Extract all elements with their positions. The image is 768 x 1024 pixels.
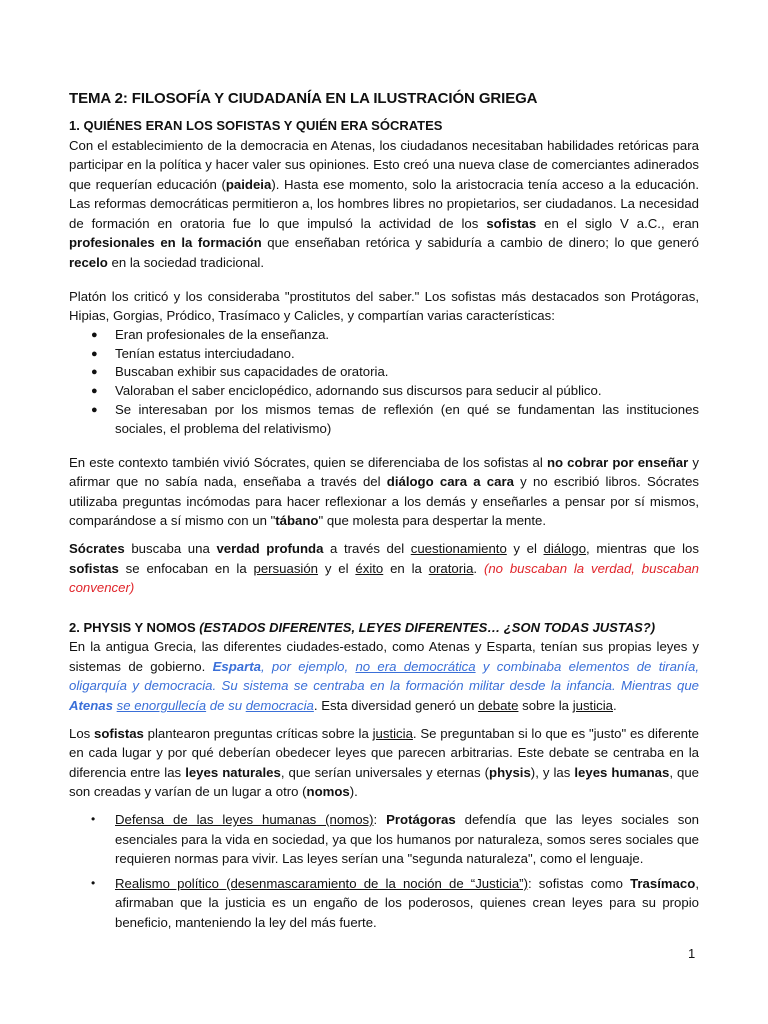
list-item: ● Buscaban exhibir sus capacidades de oratoria. <box>69 363 699 382</box>
section-1-paragraph-2: Platón los criticó y los consideraba "prostitutos del saber." Los sofistas más destacados son Protágoras, Hipias, Gorgias, Pródico, Trasímaco y Calicles, y compartían varias características: <box>69 288 699 324</box>
bullet-icon: ● <box>91 366 98 379</box>
list-item: • Realismo político (desenmascaramiento de la noción de “Justicia”): sofistas como Trasímaco, afirmaban que la justicia es un engaño de los poderosos, quienes crean leyes para su propio beneficio, manteniendo la ley del más fuerte. <box>91 875 699 930</box>
section-2-paragraph-1: En la antigua Grecia, las diferentes ciudades-estado, como Atenas y Esparta, tenían sus propias leyes y sistemas de gobierno. Esparta, por ejemplo, no era democrática y combinaba elementos de tiranía, oligarquía y democracia. Su sistema se centraba en la formación militar desde la infancia. Mientras que Atenas se enorgullecía de su democracia. Esta diversidad generó un debate sobre la justicia. <box>69 639 700 714</box>
section-1-paragraph-3: En este contexto también vivió Sócrates, quien se diferenciaba de los sofistas al no cobrar por enseñar y afirmar que no sabía nada, enseñaba a través del diálogo cara a cara y no escribió libros. Sócrates utilizaba preguntas incómodas para hacer reflexionar a los demás y enseñarles a pensar por sí mismos, comparándose a sí mismo con un "tábano" que molesta para despertar la mente. <box>69 454 700 529</box>
page-content <box>69 88 699 938</box>
list-item: ● Valoraban el saber enciclopédico, adornando sus discursos para seducir al público. <box>69 382 699 401</box>
section-1-heading: 1. QUIÉNES ERAN LOS SOFISTAS Y QUIÉN ERA SÓCRATES <box>69 118 443 133</box>
bullet-icon: ● <box>91 385 98 398</box>
section-2-paragraph-2: Los sofistas plantearon preguntas críticas sobre la justicia. Se preguntaban si lo que es "justo" es diferente en cada lugar y por qué deberían obedecer leyes que parecen arbitrarias. Este debate se centraba en la diferencia entre las leyes naturales, que serían universales y eternas (physis), y las leyes humanas, que son creadas y varían de un lugar a otro (nomos). <box>69 725 700 800</box>
page-number: 1 <box>688 946 696 961</box>
section-2-heading: 2. PHYSIS Y NOMOS (ESTADOS DIFERENTES, LEYES DIFERENTES… ¿SON TODAS JUSTAS?) <box>69 619 656 635</box>
list-item: ● Tenían estatus interciudadano. <box>69 345 699 364</box>
bullet-icon: ● <box>91 404 98 417</box>
section-1-paragraph-4: Sócrates buscaba una verdad profunda a través del cuestionamiento y el diálogo, mientras que los sofistas se enfocaban en la persuasión y el éxito en la oratoria. (no buscaban la verdad, buscaban convencer) <box>69 541 699 596</box>
list-item: ● Eran profesionales de la enseñanza. <box>69 326 699 345</box>
bullet-icon: ● <box>91 347 98 360</box>
bullet-icon: • <box>91 812 96 827</box>
bullet-icon: • <box>91 875 96 890</box>
page-title: TEMA 2: FILOSOFÍA Y CIUDADANÍA EN LA ILUSTRACIÓN GRIEGA <box>69 90 538 107</box>
section-1-paragraph-1: Con el establecimiento de la democracia en Atenas, los ciudadanos necesitaban habilidades retóricas para participar en la política y hacer valer sus opiniones. Esto creó una nueva clase de comerciantes adinerados que requerían educación (paideia). Hasta ese momento, solo la aristocracia tenía acceso a la educación. Las reformas democráticas permitieron a, los hombres libres no propietarios, ser ciudadanos. La necesidad de formación en oratoria fue lo que impulsó la actividad de los sofistas en el siglo V a.C., eran profesionales en la formación que enseñaban retórica y sabiduría a cambio de dinero; lo que generó recelo en la sociedad tradicional. <box>69 137 699 271</box>
law-positions-list <box>69 810 699 933</box>
bullet-icon: ● <box>91 328 98 341</box>
list-item: ● Se interesaban por los mismos temas de reflexión (en qué se fundamentan las instituciones sociales, el problema del relativismo) <box>91 402 699 436</box>
list-item: • Defensa de las leyes humanas (nomos): Protágoras defendía que las leyes sociales son esenciales para la vida en sociedad, ya que los humanos por naturaleza, somos seres sociales que requieren normas para vivir. Las leyes serían una "segunda naturaleza", como el lenguaje. <box>91 812 699 867</box>
sophist-characteristics-list <box>69 326 699 439</box>
